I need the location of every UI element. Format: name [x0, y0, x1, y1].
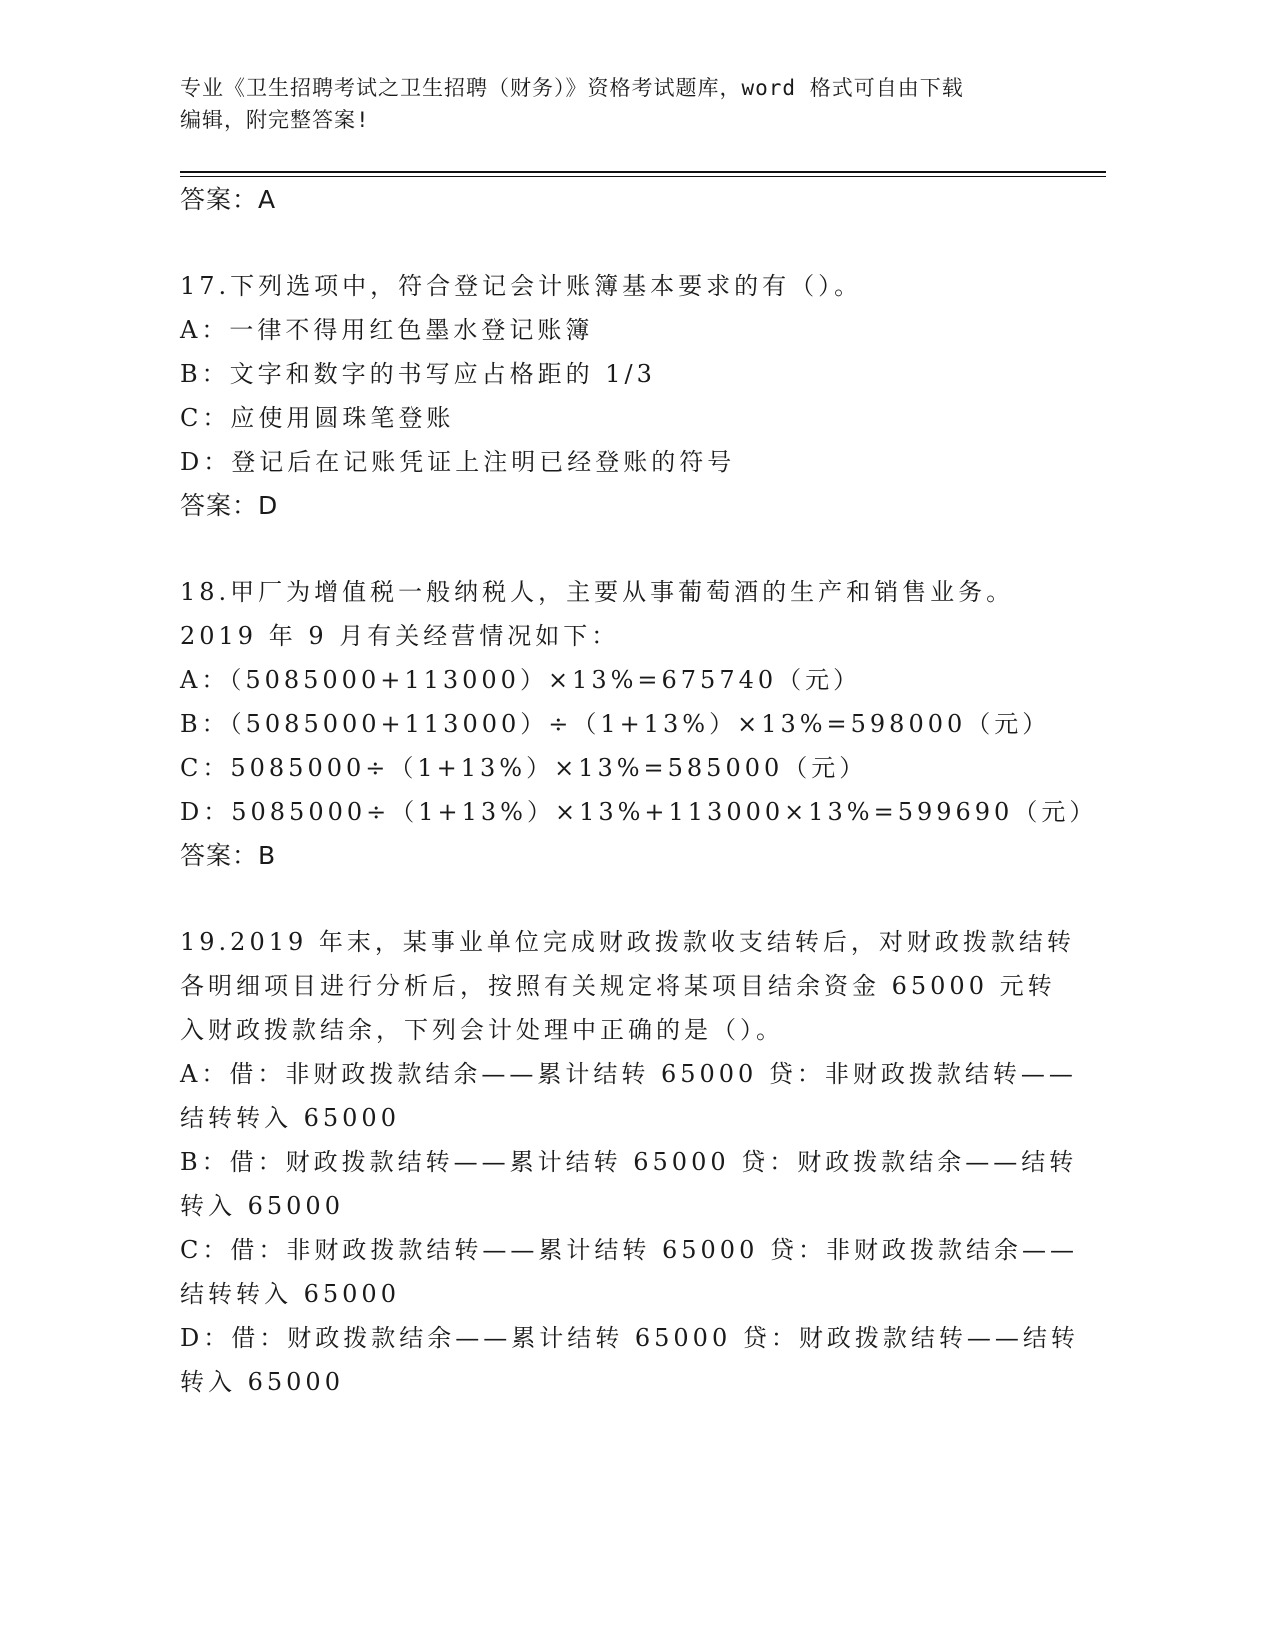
option-d: D：登记后在记账凭证上注明已经登账的符号 [180, 448, 736, 476]
option-a-cont: 结转转入 65000 [180, 1104, 400, 1132]
option-d: D：5085000÷（1+13%）×13%+113000×13%=599690（元） [180, 798, 1098, 826]
question-17 [180, 264, 1080, 528]
option-c: C：借：非财政拨款结转——累计结转 65000 贷：非财政拨款结余—— [180, 1236, 1078, 1264]
answer: 答案：B [180, 841, 277, 870]
header-divider-thick [180, 171, 1106, 173]
option-c: C：应使用圆珠笔登账 [180, 404, 455, 432]
question-stem: 18.甲厂为增值税一般纳税人，主要从事葡萄酒的生产和销售业务。 [180, 578, 1015, 606]
previous-answer: 答案：A [180, 185, 277, 214]
header-divider-thin [180, 176, 1106, 177]
document-header [180, 72, 1040, 136]
question-stem-cont: 2019 年 9 月有关经营情况如下： [180, 622, 620, 650]
question-stem: 19.2019 年末，某事业单位完成财政拨款收支结转后，对财政拨款结转 [180, 928, 1075, 956]
question-stem: 17.下列选项中，符合登记会计账簿基本要求的有（）。 [180, 272, 863, 300]
option-a: A：借：非财政拨款结余——累计结转 65000 贷：非财政拨款结转—— [180, 1060, 1077, 1088]
question-stem-cont: 入财政拨款结余，下列会计处理中正确的是（）。 [180, 1016, 784, 1044]
question-stem-cont: 各明细项目进行分析后，按照有关规定将某项目结余资金 65000 元转 [180, 972, 1056, 1000]
option-c-cont: 结转转入 65000 [180, 1280, 400, 1308]
option-b: B：（5085000+113000）÷（1+13%）×13%=598000（元） [180, 710, 1051, 738]
option-a: A：（5085000+113000）×13%=675740（元） [180, 666, 862, 694]
header-line-2: 编辑，附完整答案! [180, 108, 370, 132]
option-c: C：5085000÷（1+13%）×13%=585000（元） [180, 754, 868, 782]
option-b: B：借：财政拨款结转——累计结转 65000 贷：财政拨款结余——结转 [180, 1148, 1078, 1176]
option-b-cont: 转入 65000 [180, 1192, 344, 1220]
question-19 [180, 920, 1080, 1404]
question-list [180, 178, 1098, 1404]
option-a: A：一律不得用红色墨水登记账簿 [180, 316, 594, 344]
answer: 答案：D [180, 491, 279, 520]
question-18 [180, 570, 1098, 878]
option-b: B：文字和数字的书写应占格距的 1/3 [180, 360, 656, 388]
header-line-1: 专业《卫生招聘考试之卫生招聘（财务）》资格考试题库，word 格式可自由下载 [180, 76, 964, 100]
option-d: D：借：财政拨款结余——累计结转 65000 贷：财政拨款结转——结转 [180, 1324, 1079, 1352]
option-d-cont: 转入 65000 [180, 1368, 344, 1396]
